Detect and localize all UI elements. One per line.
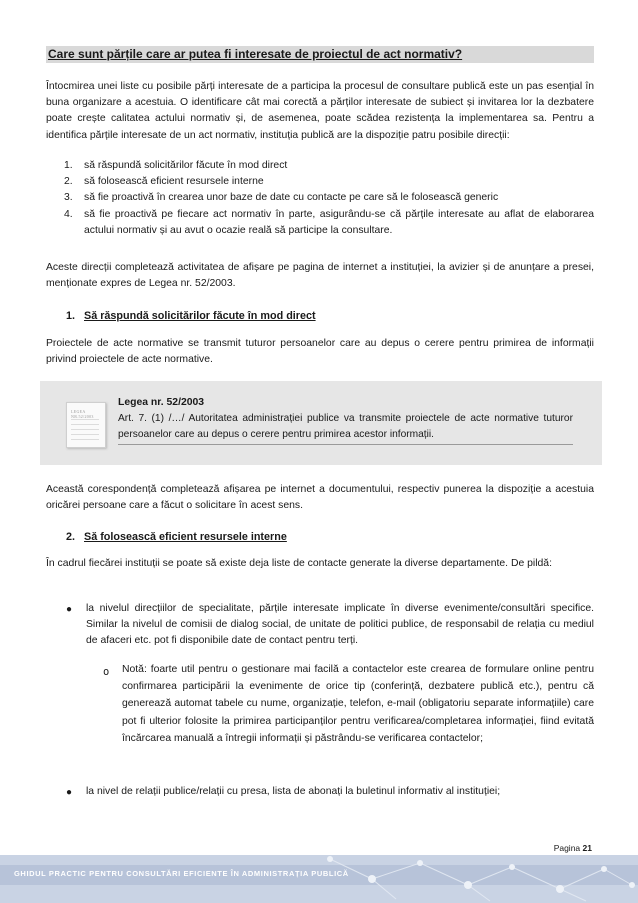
text-line xyxy=(71,419,99,420)
bullet-icon: ● xyxy=(66,787,73,798)
subsection-heading-1 xyxy=(66,309,316,324)
complement-paragraph: Aceste direcții completează activitatea de afișare pe pagina de internet a instituției, la avizier și de anunțare a presei, menționate expres de Legea nr. 52/2003. xyxy=(46,262,594,290)
list-item xyxy=(46,190,594,206)
list-item-text: să fie proactivă în crearea unor baze de date cu contacte pe care să le folosească generic xyxy=(84,192,499,204)
section-heading: Care sunt părțile care ar putea fi interesate de proiectul de act normativ? xyxy=(46,46,594,63)
subsection-heading-2 xyxy=(66,530,287,545)
subsection-number: 2. xyxy=(66,531,76,543)
text-line xyxy=(71,434,99,435)
footer-banner xyxy=(0,855,638,903)
list-item-text: să răspundă solicitărilor făcute în mod direct xyxy=(84,160,288,171)
subsection-title: Să răspundă solicitărilor făcute în mod direct xyxy=(84,310,316,322)
bullet-paragraph-2: la nivel de relații publice/relații cu presa, lista de abonați la buletinul informativ al instituției; xyxy=(86,786,501,797)
page-number xyxy=(554,843,592,853)
law-document-icon-text: LEGEA NR.52/2003 xyxy=(71,409,94,419)
list-number: 2. xyxy=(64,176,73,188)
list-item-text: să folosească eficient resursele interne xyxy=(84,176,264,188)
law-document-icon xyxy=(66,402,106,448)
section1-paragraph: Proiectele de acte normative se transmit tuturor persoanelor care au depus o cerere pentru primirea de informații privind proiectele de acte normative. xyxy=(46,338,594,366)
text-line xyxy=(71,424,99,425)
correspondence-paragraph: Această corespondență completează afișarea pe internet a documentului, respectiv punerea la dispoziție a acestuia oricărei persoane care a făcut o solicitare în acest sens. xyxy=(46,484,594,512)
list-number: 3. xyxy=(64,192,73,204)
subsection-number: 1. xyxy=(66,310,76,322)
bullet-icon: ● xyxy=(66,604,73,615)
list-item xyxy=(46,158,594,174)
quote-text: Art. 7. (1) /…/ Autoritatea administrației publice va transmite proiectele de acte normative tuturor persoanelor care au depus o cerere pentru primirea acestor informații. xyxy=(118,413,573,440)
list-item-text: să fie proactivă pe fiecare act normativ în parte, asigurându-se că părțile interesate au aflat de elaborarea actului normativ și au avut o ocazie reală să participe la consultare. xyxy=(84,208,594,236)
list-number: 1. xyxy=(64,160,73,171)
subsection-title: Să folosească eficient resursele interne xyxy=(84,531,287,543)
list-number: 4. xyxy=(64,208,73,220)
directions-list xyxy=(46,158,594,239)
quote-title: Legea nr. 52/2003 xyxy=(118,397,205,408)
footer-network-pattern xyxy=(0,855,638,903)
list-item xyxy=(46,207,594,239)
page-number-value: 21 xyxy=(582,843,592,853)
text-line xyxy=(71,429,99,430)
section2-paragraph: În cadrul fiecărei instituții se poate să existe deja liste de contacte generate la diverse departamente. De pildă: xyxy=(46,558,552,569)
quote-divider xyxy=(118,444,573,445)
bullet-paragraph-1: la nivelul direcțiilor de specialitate, părțile interesate implicate în diverse evenimente/consultări specifice. Similar la nivelul de comisii de dialog social, de unitate de politici publice, de responsabil de relația cu mediul de afaceri etc. pot fi disponibile date de contact pentru terți. xyxy=(86,603,594,647)
text-line xyxy=(71,439,99,440)
page-label: Pagina xyxy=(553,843,581,853)
footer-title: GHIDUL PRACTIC PENTRU CONSULTĂRI EFICIENTE ÎN ADMINISTRAȚIA PUBLICĂ xyxy=(14,869,349,878)
list-item xyxy=(46,174,594,190)
intro-paragraph: Întocmirea unei liste cu posibile părți interesate de a participa la procesul de consultare publică este un pas esențial în buna organizare a acestuia. O identificare cât mai corectă a părților interesate de subiect și invitarea lor la dezbatere poate crește calitatea actului normativ și, de asemenea, poate scădea rezistența la implementarea sa. Pentru a identifica părțile interesate de un act normativ, instituția publică are la dispoziție patru posibile direcții: xyxy=(46,81,594,141)
note-paragraph: Notă: foarte util pentru o gestionare mai facilă a contactelor este crearea de formulare online pentru confirmarea participării la evenimente de orice tip (conferință, dezbatere publică etc.), pentru că generează automat tabele cu nume, organizație, telefon, e-mail (obligatoriu separate informațiile) care pot fi ulterior folosite la primirea participanților pentru verificarea/completarea informației, fiind evitată încărcarea manuală a întregii informații și păstrându-se verificarea contactelor; xyxy=(122,664,594,744)
circle-bullet-icon: o xyxy=(103,666,110,678)
